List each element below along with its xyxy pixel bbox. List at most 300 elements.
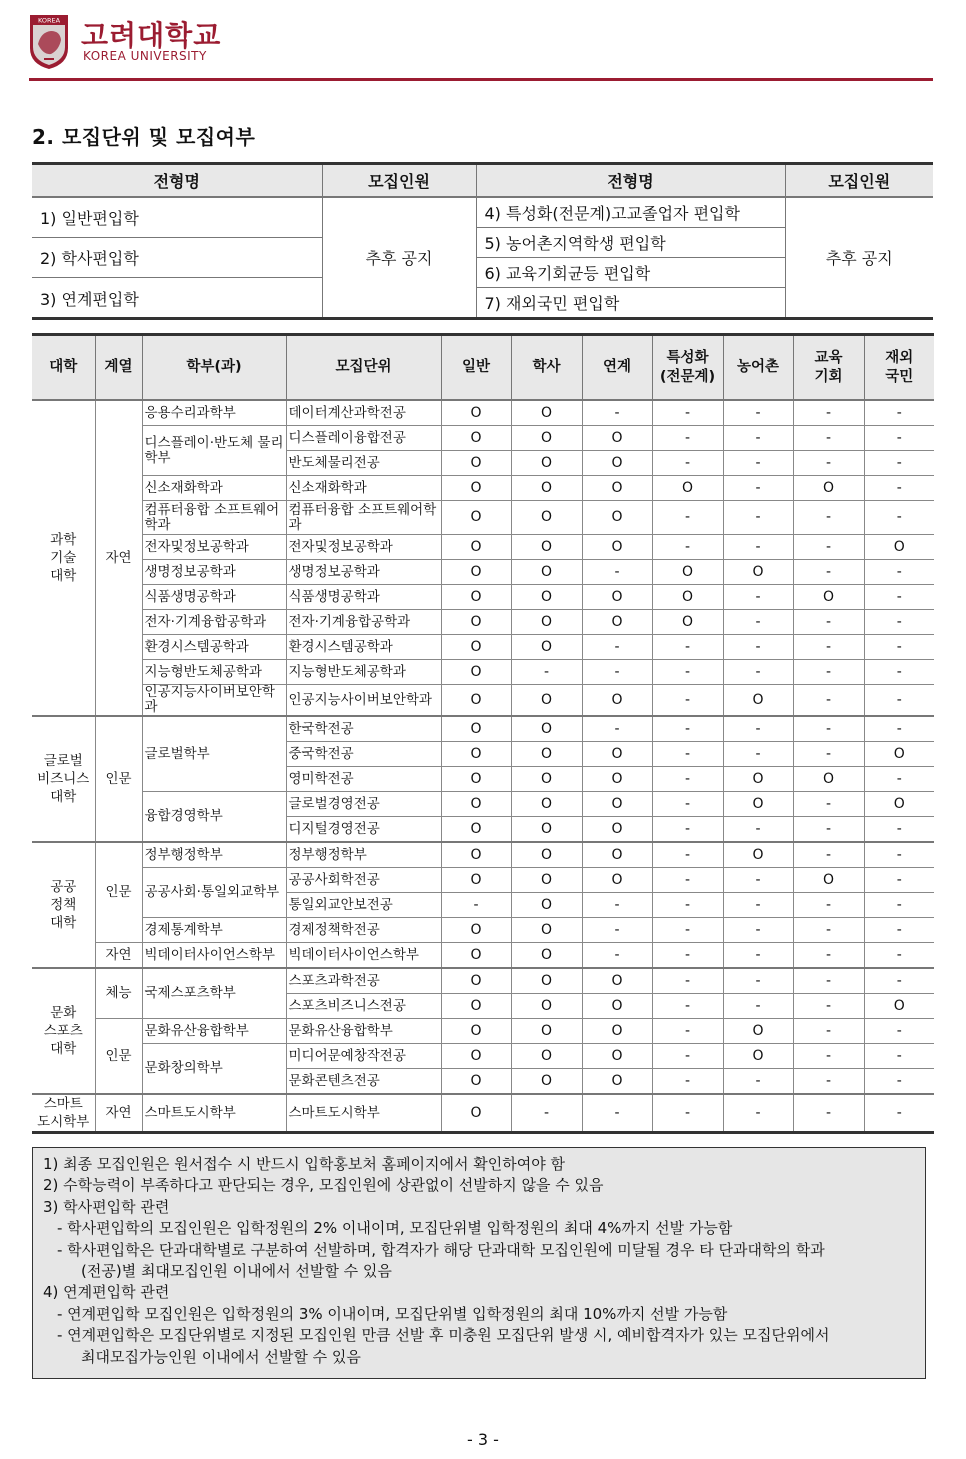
availability-general: O: [441, 868, 511, 893]
availability-vocational: -: [652, 1019, 723, 1044]
availability-overseas: -: [864, 660, 934, 685]
admission-type: 6) 교육기회균등 편입학: [476, 258, 785, 288]
availability-overseas: -: [864, 842, 934, 868]
department-cell: 빅데이터사이언스학부: [142, 943, 286, 969]
availability-linked: O: [582, 1044, 652, 1069]
table-row: [32, 560, 934, 585]
admission-type: 7) 재외국민 편입학: [476, 288, 785, 319]
availability-general: O: [441, 742, 511, 767]
availability-equal-opportunity: -: [793, 918, 864, 943]
department-cell: 스마트도시학부: [142, 1094, 286, 1133]
table-row: [32, 1044, 934, 1069]
note-1: 1) 최종 모집인원은 원서접수 시 반드시 입학홍보처 홈페이지에서 확인하여야 함: [43, 1155, 565, 1173]
availability-bachelor: O: [511, 767, 582, 792]
recruitment-unit-cell: 중국학전공: [286, 742, 441, 767]
availability-bachelor: -: [511, 660, 582, 685]
availability-vocational: -: [652, 426, 723, 451]
availability-rural: -: [723, 635, 793, 660]
availability-general: O: [441, 560, 511, 585]
availability-rural: O: [723, 685, 793, 717]
availability-overseas: -: [864, 585, 934, 610]
availability-general: O: [441, 716, 511, 742]
availability-bachelor: O: [511, 560, 582, 585]
recruitment-unit-cell: 디지털경영전공: [286, 817, 441, 843]
header-general: 일반: [441, 335, 511, 401]
table-row: [32, 918, 934, 943]
availability-linked: -: [582, 918, 652, 943]
availability-overseas: -: [864, 943, 934, 969]
note-3b: - 학사편입학은 단과대학별로 구분하여 선발하며, 합격자가 해당 단과대학 모집인원에 미달될 경우 타 단과대학의 학과: [57, 1240, 825, 1259]
availability-general: O: [441, 1094, 511, 1133]
recruitment-unit-cell: 미디어문예창작전공: [286, 1044, 441, 1069]
availability-general: O: [441, 817, 511, 843]
recruitment-unit-cell: 문화콘텐츠전공: [286, 1069, 441, 1095]
availability-rural: -: [723, 426, 793, 451]
availability-vocational: -: [652, 943, 723, 969]
availability-rural: -: [723, 943, 793, 969]
availability-vocational: -: [652, 893, 723, 918]
availability-overseas: -: [864, 451, 934, 476]
table-row: [32, 716, 934, 742]
availability-overseas: -: [864, 1019, 934, 1044]
recruitment-unit-cell: 생명정보공학과: [286, 560, 441, 585]
availability-bachelor: O: [511, 476, 582, 501]
recruitment-unit-cell: 전자및정보공학과: [286, 535, 441, 560]
availability-vocational: -: [652, 968, 723, 994]
availability-vocational: -: [652, 792, 723, 817]
recruitment-unit-cell: 스포츠과학전공: [286, 968, 441, 994]
header-equal-line2: 기회: [814, 368, 843, 385]
track-cell: 자연: [95, 1094, 142, 1133]
availability-equal-opportunity: O: [793, 476, 864, 501]
availability-equal-opportunity: -: [793, 451, 864, 476]
recruitment-unit-cell: 인공지능사이버보안학과: [286, 685, 441, 717]
availability-general: O: [441, 994, 511, 1019]
availability-linked: O: [582, 476, 652, 501]
availability-linked: O: [582, 968, 652, 994]
availability-overseas: -: [864, 1094, 934, 1133]
availability-rural: -: [723, 817, 793, 843]
availability-bachelor: O: [511, 792, 582, 817]
availability-bachelor: O: [511, 635, 582, 660]
header-overseas-line1: 재외: [885, 349, 914, 366]
availability-vocational: -: [652, 501, 723, 535]
table-row: [32, 792, 934, 817]
header-divider: [29, 78, 933, 81]
availability-overseas: O: [864, 792, 934, 817]
availability-linked: O: [582, 792, 652, 817]
availability-vocational: -: [652, 685, 723, 717]
availability-linked: O: [582, 685, 652, 717]
availability-linked: O: [582, 994, 652, 1019]
availability-overseas: -: [864, 893, 934, 918]
availability-overseas: -: [864, 817, 934, 843]
department-cell: 식품생명공학과: [142, 585, 286, 610]
availability-vocational: -: [652, 535, 723, 560]
section-title: 2. 모집단위 및 모집여부: [32, 125, 256, 149]
availability-linked: -: [582, 1094, 652, 1133]
availability-overseas: -: [864, 1044, 934, 1069]
availability-linked: O: [582, 610, 652, 635]
availability-rural: O: [723, 560, 793, 585]
availability-general: O: [441, 685, 511, 717]
availability-linked: -: [582, 560, 652, 585]
availability-general: O: [441, 535, 511, 560]
availability-equal-opportunity: -: [793, 842, 864, 868]
availability-general: O: [441, 943, 511, 969]
availability-linked: -: [582, 716, 652, 742]
header-rural: 농어촌: [723, 335, 793, 401]
availability-bachelor: O: [511, 501, 582, 535]
availability-overseas: -: [864, 635, 934, 660]
availability-vocational: -: [652, 1069, 723, 1095]
track-cell: 자연: [95, 943, 142, 969]
availability-equal-opportunity: -: [793, 943, 864, 969]
availability-general: O: [441, 792, 511, 817]
availability-equal-opportunity: -: [793, 994, 864, 1019]
availability-bachelor: O: [511, 994, 582, 1019]
track-cell: 인문: [95, 1019, 142, 1095]
availability-rural: -: [723, 716, 793, 742]
availability-rural: -: [723, 742, 793, 767]
availability-overseas: -: [864, 476, 934, 501]
department-cell: 경제통계학부: [142, 918, 286, 943]
recruitment-unit-cell: 환경시스템공학과: [286, 635, 441, 660]
table-row: [32, 400, 934, 426]
recruitment-unit-cell: 빅데이터사이언스학부: [286, 943, 441, 969]
recruitment-unit-cell: 지능형반도체공학과: [286, 660, 441, 685]
availability-bachelor: O: [511, 1069, 582, 1095]
header-vocational: [652, 335, 723, 401]
recruitment-unit-cell: 신소재화학과: [286, 476, 441, 501]
availability-equal-opportunity: -: [793, 685, 864, 717]
admission-type-summary-table: [32, 162, 933, 320]
note-4a: - 연계편입학 모집인원은 입학정원의 3% 이내이며, 모집단위별 입학정원의 최대 10%까지 선발 가능함: [57, 1304, 728, 1323]
availability-rural: -: [723, 893, 793, 918]
department-cell: 공공사회·통일외교학부: [142, 868, 286, 918]
availability-overseas: O: [864, 535, 934, 560]
availability-general: O: [441, 585, 511, 610]
note-3b-cont: (전공)별 최대모집인원 이내에서 선발할 수 있음: [81, 1262, 392, 1281]
admission-type: 2) 학사편입학: [32, 238, 322, 278]
recruitment-unit-rows: [32, 400, 934, 1133]
availability-bachelor: O: [511, 742, 582, 767]
department-cell: 생명정보공학과: [142, 560, 286, 585]
header-bachelor: 학사: [511, 335, 582, 401]
availability-rural: O: [723, 1019, 793, 1044]
table-row: [32, 610, 934, 635]
note-3a: - 학사편입학의 모집인원은 입학정원의 2% 이내이며, 모집단위별 입학정원의 최대 4%까지 선발 가능함: [57, 1219, 733, 1238]
availability-vocational: -: [652, 767, 723, 792]
availability-bachelor: O: [511, 1044, 582, 1069]
availability-bachelor: O: [511, 610, 582, 635]
recruitment-unit-cell: 경제정책학전공: [286, 918, 441, 943]
recruitment-unit-cell: 글로벌경영전공: [286, 792, 441, 817]
availability-linked: O: [582, 451, 652, 476]
availability-vocational: -: [652, 868, 723, 893]
availability-overseas: -: [864, 716, 934, 742]
admission-type: 4) 특성화(전문계)고교졸업자 편입학: [476, 197, 785, 228]
availability-bachelor: O: [511, 716, 582, 742]
admission-type: 3) 연계편입학: [32, 278, 322, 319]
availability-general: O: [441, 501, 511, 535]
availability-rural: -: [723, 918, 793, 943]
availability-overseas: -: [864, 1069, 934, 1095]
college-cell: 스마트 도시학부: [32, 1094, 95, 1133]
recruitment-unit-cell: 식품생명공학과: [286, 585, 441, 610]
availability-rural: -: [723, 451, 793, 476]
availability-bachelor: O: [511, 535, 582, 560]
recruitment-unit-cell: 영미학전공: [286, 767, 441, 792]
department-cell: 문화유산융합학부: [142, 1019, 286, 1044]
recruitment-unit-cell: 전자·기계융합공학과: [286, 610, 441, 635]
availability-vocational: -: [652, 918, 723, 943]
availability-equal-opportunity: -: [793, 660, 864, 685]
table-row: [32, 476, 934, 501]
availability-bachelor: O: [511, 400, 582, 426]
department-cell: 전자및정보공학과: [142, 535, 286, 560]
department-cell: 전자·기계융합공학과: [142, 610, 286, 635]
availability-general: O: [441, 635, 511, 660]
table-row: [32, 1019, 934, 1044]
availability-linked: -: [582, 660, 652, 685]
availability-general: O: [441, 1019, 511, 1044]
availability-linked: -: [582, 635, 652, 660]
availability-vocational: -: [652, 1094, 723, 1133]
availability-vocational: -: [652, 994, 723, 1019]
table-row: [32, 943, 934, 969]
availability-equal-opportunity: -: [793, 893, 864, 918]
track-cell: 인문: [95, 842, 142, 943]
page-number: - 3 -: [467, 1430, 499, 1449]
header-college: 대학: [32, 335, 95, 401]
availability-rural: -: [723, 610, 793, 635]
availability-equal-opportunity: O: [793, 585, 864, 610]
availability-overseas: -: [864, 968, 934, 994]
recruitment-unit-cell: 데이터계산과학전공: [286, 400, 441, 426]
table-row: [32, 968, 934, 994]
availability-overseas: -: [864, 501, 934, 535]
quota-value: 추후 공지: [322, 197, 476, 319]
availability-equal-opportunity: -: [793, 792, 864, 817]
note-3: 3) 학사편입학 관련: [43, 1197, 170, 1216]
admission-type: 1) 일반편입학: [32, 197, 322, 238]
availability-equal-opportunity: -: [793, 968, 864, 994]
availability-general: O: [441, 610, 511, 635]
availability-bachelor: O: [511, 918, 582, 943]
availability-rural: -: [723, 1069, 793, 1095]
recruitment-unit-cell: 컴퓨터융합 소프트웨어학과: [286, 501, 441, 535]
notes-box: [32, 1147, 926, 1379]
availability-vocational: -: [652, 635, 723, 660]
availability-rural: -: [723, 994, 793, 1019]
recruitment-unit-cell: 한국학전공: [286, 716, 441, 742]
availability-rural: O: [723, 767, 793, 792]
recruitment-unit-cell: 정부행정학부: [286, 842, 441, 868]
availability-equal-opportunity: -: [793, 635, 864, 660]
table-row: [32, 868, 934, 893]
availability-vocational: O: [652, 610, 723, 635]
availability-linked: O: [582, 742, 652, 767]
availability-general: O: [441, 842, 511, 868]
availability-linked: O: [582, 817, 652, 843]
college-cell: 공공 정책 대학: [32, 842, 95, 968]
department-cell: 지능형반도체공학과: [142, 660, 286, 685]
recruitment-unit-cell: 스마트도시학부: [286, 1094, 441, 1133]
availability-overseas: -: [864, 868, 934, 893]
header-overseas-line2: 국민: [885, 368, 914, 385]
availability-vocational: -: [652, 742, 723, 767]
availability-overseas: -: [864, 767, 934, 792]
availability-overseas: -: [864, 400, 934, 426]
availability-general: O: [441, 400, 511, 426]
availability-overseas: -: [864, 685, 934, 717]
availability-general: O: [441, 476, 511, 501]
availability-bachelor: O: [511, 842, 582, 868]
admission-type: 5) 농어촌지역학생 편입학: [476, 228, 785, 258]
header-type-name: 전형명: [476, 164, 785, 198]
availability-linked: O: [582, 842, 652, 868]
availability-rural: O: [723, 842, 793, 868]
availability-equal-opportunity: -: [793, 1019, 864, 1044]
availability-vocational: O: [652, 585, 723, 610]
availability-general: O: [441, 451, 511, 476]
note-4b-cont: 최대모집가능인원 이내에서 선발할 수 있음: [81, 1347, 361, 1366]
availability-rural: O: [723, 1044, 793, 1069]
header-equal-opportunity: [793, 335, 864, 401]
availability-bachelor: O: [511, 817, 582, 843]
department-cell: 국제스포츠학부: [142, 968, 286, 1019]
availability-linked: O: [582, 1019, 652, 1044]
availability-linked: -: [582, 943, 652, 969]
availability-linked: O: [582, 868, 652, 893]
availability-rural: -: [723, 501, 793, 535]
availability-vocational: O: [652, 476, 723, 501]
availability-equal-opportunity: O: [793, 767, 864, 792]
college-cell: 글로벌 비즈니스 대학: [32, 716, 95, 842]
availability-overseas: -: [864, 610, 934, 635]
header-overseas: [864, 335, 934, 401]
availability-equal-opportunity: -: [793, 1069, 864, 1095]
availability-equal-opportunity: -: [793, 610, 864, 635]
availability-equal-opportunity: -: [793, 1044, 864, 1069]
availability-rural: -: [723, 585, 793, 610]
header-department: 학부(과): [142, 335, 286, 401]
availability-bachelor: O: [511, 426, 582, 451]
table-row: [32, 635, 934, 660]
header-linked: 연계: [582, 335, 652, 401]
department-cell: 신소재화학과: [142, 476, 286, 501]
header-vocational-line2: (전문계): [659, 368, 716, 385]
availability-rural: -: [723, 1094, 793, 1133]
availability-vocational: -: [652, 660, 723, 685]
table-row: [32, 585, 934, 610]
college-cell: 문화 스포츠 대학: [32, 968, 95, 1094]
availability-general: O: [441, 660, 511, 685]
availability-equal-opportunity: -: [793, 501, 864, 535]
note-4b: - 연계편입학은 모집단위별로 지정된 모집인원 만큼 선발 후 미충원 모집단위 발생 시, 예비합격자가 있는 모집단위에서: [57, 1326, 830, 1345]
table-row: [32, 842, 934, 868]
availability-rural: -: [723, 868, 793, 893]
department-cell: 글로벌학부: [142, 716, 286, 792]
availability-linked: O: [582, 426, 652, 451]
availability-linked: -: [582, 893, 652, 918]
availability-linked: O: [582, 501, 652, 535]
availability-rural: -: [723, 968, 793, 994]
recruitment-unit-cell: 반도체물리전공: [286, 451, 441, 476]
availability-equal-opportunity: -: [793, 400, 864, 426]
availability-vocational: -: [652, 817, 723, 843]
availability-linked: O: [582, 1069, 652, 1095]
availability-linked: -: [582, 400, 652, 426]
recruitment-unit-cell: 디스플레이융합전공: [286, 426, 441, 451]
availability-overseas: -: [864, 560, 934, 585]
availability-bachelor: O: [511, 943, 582, 969]
recruitment-unit-cell: 문화유산융합학부: [286, 1019, 441, 1044]
availability-equal-opportunity: -: [793, 1094, 864, 1133]
availability-bachelor: O: [511, 968, 582, 994]
department-cell: 융합경영학부: [142, 792, 286, 843]
recruitment-unit-cell: 통일외교안보전공: [286, 893, 441, 918]
logo-text-english: KOREA UNIVERSITY: [83, 49, 207, 63]
track-cell: 인문: [95, 716, 142, 842]
availability-equal-opportunity: -: [793, 817, 864, 843]
table-row: [32, 426, 934, 451]
availability-general: O: [441, 426, 511, 451]
recruitment-unit-cell: 스포츠비즈니스전공: [286, 994, 441, 1019]
availability-overseas: O: [864, 742, 934, 767]
availability-linked: O: [582, 535, 652, 560]
header-quota: 모집인원: [785, 164, 933, 198]
availability-vocational: -: [652, 451, 723, 476]
availability-bachelor: O: [511, 893, 582, 918]
availability-equal-opportunity: O: [793, 868, 864, 893]
availability-general: O: [441, 1069, 511, 1095]
availability-vocational: O: [652, 560, 723, 585]
availability-bachelor: O: [511, 868, 582, 893]
availability-equal-opportunity: -: [793, 742, 864, 767]
page-header: [29, 14, 933, 80]
availability-vocational: -: [652, 842, 723, 868]
header-equal-line1: 교육: [814, 349, 843, 366]
availability-overseas: -: [864, 918, 934, 943]
table-row: [32, 1094, 934, 1133]
track-cell: 체능: [95, 968, 142, 1019]
track-cell: 자연: [95, 400, 142, 716]
availability-vocational: -: [652, 1044, 723, 1069]
department-cell: 정부행정학부: [142, 842, 286, 868]
availability-general: -: [441, 893, 511, 918]
table-row: [32, 535, 934, 560]
availability-overseas: O: [864, 994, 934, 1019]
availability-rural: -: [723, 476, 793, 501]
availability-vocational: -: [652, 716, 723, 742]
availability-rural: -: [723, 660, 793, 685]
table-row: [32, 501, 934, 535]
availability-rural: -: [723, 400, 793, 426]
availability-rural: O: [723, 792, 793, 817]
department-cell: 응용수리과학부: [142, 400, 286, 426]
header-track: 계열: [95, 335, 142, 401]
availability-linked: O: [582, 585, 652, 610]
availability-equal-opportunity: -: [793, 535, 864, 560]
department-cell: 디스플레이·반도체 물리학부: [142, 426, 286, 476]
recruitment-unit-cell: 공공사회학전공: [286, 868, 441, 893]
header-quota: 모집인원: [322, 164, 476, 198]
availability-bachelor: O: [511, 685, 582, 717]
availability-general: O: [441, 1044, 511, 1069]
availability-rural: -: [723, 535, 793, 560]
